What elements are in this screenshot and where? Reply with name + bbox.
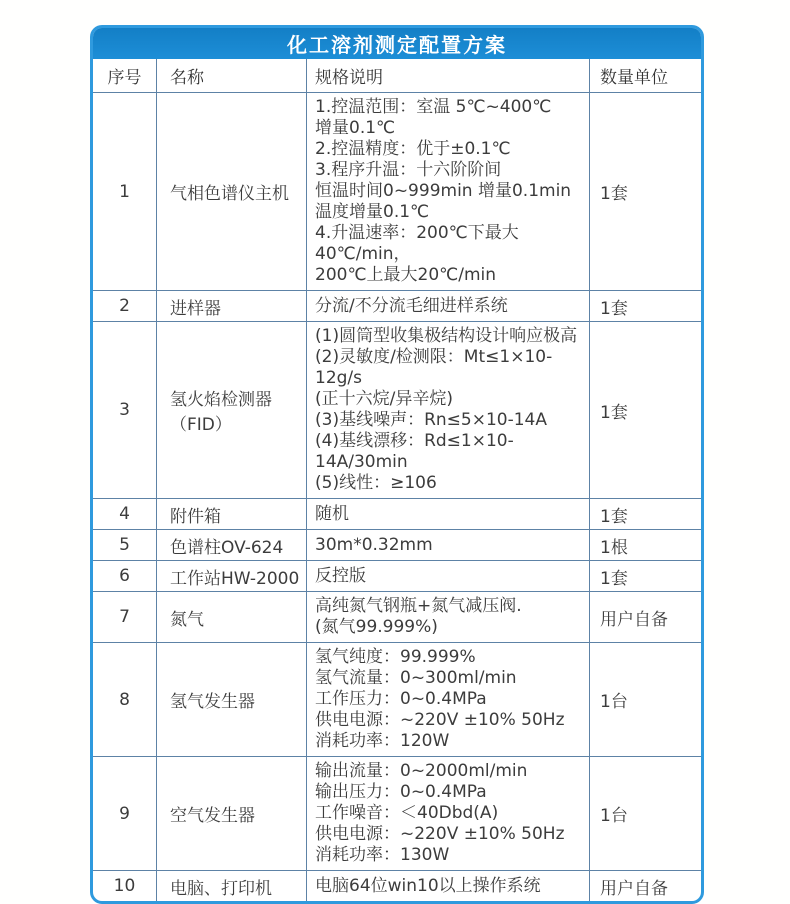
- spec-line: (1)圆筒型收集极结构设计响应极高: [315, 326, 578, 346]
- header-qty: 数量单位: [589, 59, 701, 92]
- header-name: 名称: [156, 59, 306, 92]
- row-quantity-cell: 1台: [589, 757, 701, 870]
- row-name-cell: 氢火焰检测器（FID）: [156, 322, 306, 498]
- spec-line: 随机: [315, 503, 349, 524]
- row-spec-cell: [306, 322, 589, 498]
- row-name-cell: 附件箱: [156, 499, 306, 529]
- row-spec-cell: [306, 757, 589, 870]
- spec-line: 200℃上最大20℃/min: [315, 265, 497, 285]
- spec-line: 供电电源：~220V ±10% 50Hz: [315, 824, 565, 844]
- spec-line: (正十六烷/异辛烷): [315, 389, 453, 409]
- row-spec-cell: [306, 291, 589, 321]
- row-spec-cell: [306, 592, 589, 642]
- row-name-cell: 进样器: [156, 291, 306, 321]
- spec-line: 消耗功率：130W: [315, 845, 450, 865]
- spec-line: 电脑64位win10以上操作系统: [315, 875, 541, 896]
- row-quantity-cell: 用户自备: [589, 592, 701, 642]
- row-number-cell: 1: [119, 181, 130, 202]
- spec-line: 消耗功率：120W: [315, 731, 450, 751]
- spec-line: 反控版: [315, 565, 366, 586]
- row-number-cell: 10: [113, 876, 136, 896]
- spec-lines: [315, 535, 433, 556]
- spec-line: (3)基线噪声：Rn≤5×10-14A: [315, 410, 547, 430]
- spec-lines: [315, 326, 583, 494]
- header-no: 序号: [107, 68, 142, 88]
- row-spec-cell: [306, 871, 589, 901]
- table-row: [93, 591, 701, 642]
- row-name-cell: 色谱柱OV-624: [156, 530, 306, 560]
- row-spec-cell: [306, 561, 589, 591]
- row-number-cell: 9: [119, 803, 130, 824]
- spec-line: 氢气纯度：99.999%: [315, 647, 476, 667]
- spec-lines: [315, 296, 508, 317]
- row-spec-cell: [306, 499, 589, 529]
- spec-line: 温度增量0.1℃: [315, 202, 430, 222]
- spec-line: 1.控温范围：室温 5℃~400℃: [315, 97, 552, 117]
- row-quantity-cell: 1套: [589, 322, 701, 498]
- table-row: [93, 756, 701, 870]
- table-row: [93, 290, 701, 321]
- row-spec-cell: [306, 530, 589, 560]
- table-body: [93, 92, 701, 901]
- spec-line: 高纯氮气钢瓶+氮气减压阀.: [315, 596, 522, 616]
- spec-line: 工作压力：0~0.4MPa: [315, 689, 487, 709]
- row-quantity-cell: 用户自备: [589, 871, 701, 901]
- table-row: [93, 321, 701, 498]
- table-row: [93, 870, 701, 901]
- row-number-cell: 6: [119, 566, 130, 586]
- spec-line: 输出压力：0~0.4MPa: [315, 782, 487, 802]
- config-table-panel: [90, 25, 704, 904]
- table-row: [93, 560, 701, 591]
- table-header-row: [93, 59, 701, 92]
- row-number-cell: 3: [119, 400, 130, 420]
- spec-line: 30m*0.32mm: [315, 534, 433, 555]
- row-name-cell: 电脑、打印机: [156, 871, 306, 901]
- table-row: [93, 498, 701, 529]
- spec-line: 氢气流量：0~300ml/min: [315, 668, 517, 688]
- row-number-cell: 8: [119, 689, 130, 710]
- table-title: 化工溶剂测定配置方案: [93, 28, 701, 59]
- spec-lines: [315, 596, 522, 638]
- spec-line: 增量0.1℃: [315, 118, 396, 138]
- spec-line: (氮气99.999%): [315, 617, 438, 637]
- spec-line: 输出流量：0~2000ml/min: [315, 761, 528, 781]
- spec-line: 恒温时间0~999min 增量0.1min: [315, 181, 572, 201]
- spec-line: 3.程序升温：十六阶阶间: [315, 160, 502, 180]
- spec-line: 2.控温精度：优于±0.1℃: [315, 139, 511, 159]
- table-row: [93, 529, 701, 560]
- spec-line: 工作噪音：＜40Dbd(A): [315, 803, 499, 823]
- row-name-cell: 工作站HW-2000: [156, 561, 306, 591]
- row-spec-cell: [306, 643, 589, 756]
- row-spec-cell: [306, 93, 589, 290]
- row-name-cell: 气相色谱仪主机: [156, 93, 306, 290]
- row-number-cell: 5: [119, 535, 130, 555]
- row-quantity-cell: 1套: [589, 561, 701, 591]
- row-quantity-cell: 1套: [589, 499, 701, 529]
- row-number-cell: 4: [119, 504, 130, 524]
- spec-lines: [315, 647, 565, 752]
- spec-lines: [315, 876, 541, 897]
- table-row: [93, 642, 701, 756]
- spec-line: (4)基线漂移：Rd≤1×10-14A/30min: [315, 431, 514, 472]
- spec-line: (2)灵敏度/检测限：Mt≤1×10-12g/s: [315, 347, 553, 388]
- spec-lines: [315, 97, 583, 286]
- spec-lines: [315, 504, 349, 525]
- spec-line: 4.升温速率：200℃下最大40℃/min，: [315, 223, 519, 264]
- spec-lines: [315, 566, 366, 587]
- row-quantity-cell: 1套: [589, 93, 701, 290]
- row-name-cell: 氮气: [156, 592, 306, 642]
- row-name-cell: 空气发生器: [156, 757, 306, 870]
- row-number-cell: 2: [119, 296, 130, 316]
- row-number-cell: 7: [119, 607, 130, 627]
- row-quantity-cell: 1台: [589, 643, 701, 756]
- row-quantity-cell: 1根: [589, 530, 701, 560]
- row-name-cell: 氢气发生器: [156, 643, 306, 756]
- header-spec: 规格说明: [306, 59, 589, 92]
- spec-lines: [315, 761, 565, 866]
- spec-line: 分流/不分流毛细进样系统: [315, 295, 508, 316]
- spec-line: 供电电源：~220V ±10% 50Hz: [315, 710, 565, 730]
- spec-line: (5)线性：≥106: [315, 473, 437, 493]
- table-row: [93, 92, 701, 290]
- row-quantity-cell: 1套: [589, 291, 701, 321]
